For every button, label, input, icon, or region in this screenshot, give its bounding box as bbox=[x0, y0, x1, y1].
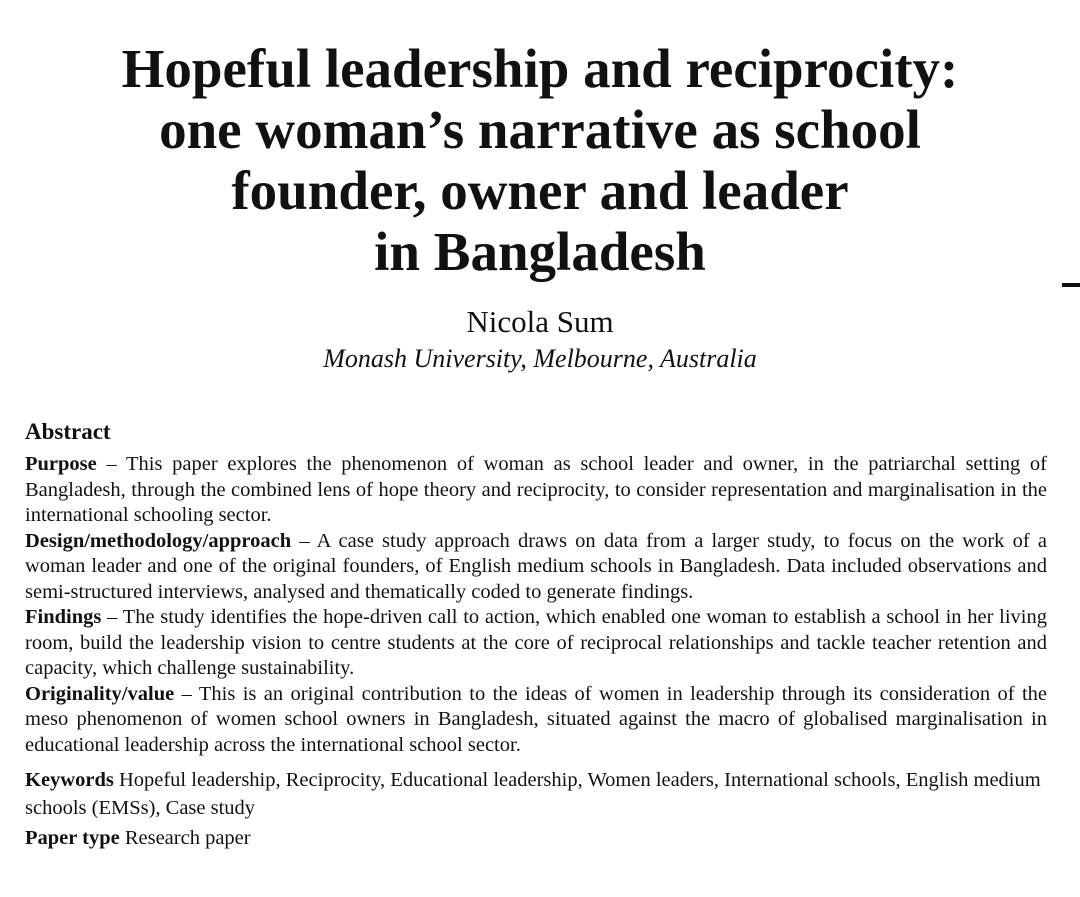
abstract-findings bbox=[25, 605, 1047, 682]
abstract-heading: Abstract bbox=[25, 419, 111, 444]
abstract-block bbox=[25, 418, 1047, 852]
margin-mark bbox=[1062, 283, 1080, 287]
keywords bbox=[25, 766, 1047, 822]
keywords-text: Hopeful leadership, Reciprocity, Educational leadership, Women leaders, International schools, English medium schools (EMSs), Case study bbox=[25, 769, 1041, 819]
abstract-design bbox=[25, 529, 1047, 606]
abstract-purpose bbox=[25, 452, 1047, 529]
section-label: Findings bbox=[25, 606, 102, 628]
title-line: in Bangladesh bbox=[374, 221, 706, 282]
title-line: Hopeful leadership and reciprocity: bbox=[121, 38, 959, 99]
abstract-originality bbox=[25, 682, 1047, 759]
section-text: – This is an original contribution to the ideas of women in leadership through its consideration of the meso phenomenon of women school owners in Bangladesh, situated against the macro of globalised marginalisation in educational leadership across the international school sector. bbox=[25, 682, 1047, 756]
section-label: Originality/value bbox=[25, 682, 175, 705]
keywords-label: Keywords bbox=[25, 769, 114, 791]
paper-type-text: Research paper bbox=[119, 827, 251, 849]
author-affiliation: Monash University, Melbourne, Australia bbox=[323, 344, 757, 373]
paper-title bbox=[0, 38, 1080, 282]
paper-type bbox=[25, 826, 1047, 852]
title-line: one woman’s narrative as school bbox=[159, 99, 921, 160]
author-name: Nicola Sum bbox=[466, 304, 614, 339]
title-line: founder, owner and leader bbox=[231, 160, 849, 221]
section-label: Purpose bbox=[25, 453, 97, 475]
section-label: Design/methodology/approach bbox=[25, 529, 292, 552]
paper-type-label: Paper type bbox=[25, 827, 120, 849]
section-text: – The study identifies the hope-driven call to action, which enabled one woman to establish a school in her living room, build the leadership vision to centre students at the core of reciprocal relationships and tackle teacher retention and capacity, which challenge sustainability. bbox=[25, 606, 1047, 679]
section-text: – This paper explores the phenomenon of woman as school leader and owner, in the patriarchal setting of Bangladesh, through the combined lens of hope theory and reciprocity, to consider representation and marginalisation in the international schooling sector. bbox=[25, 453, 1047, 526]
section-text: – A case study approach draws on data from a larger study, to focus on the work of a woman leader and one of the original founders, of English medium schools in Bangladesh. Data included observations and semi-structured interviews, analysed and thematically coded to generate findings. bbox=[25, 529, 1047, 603]
